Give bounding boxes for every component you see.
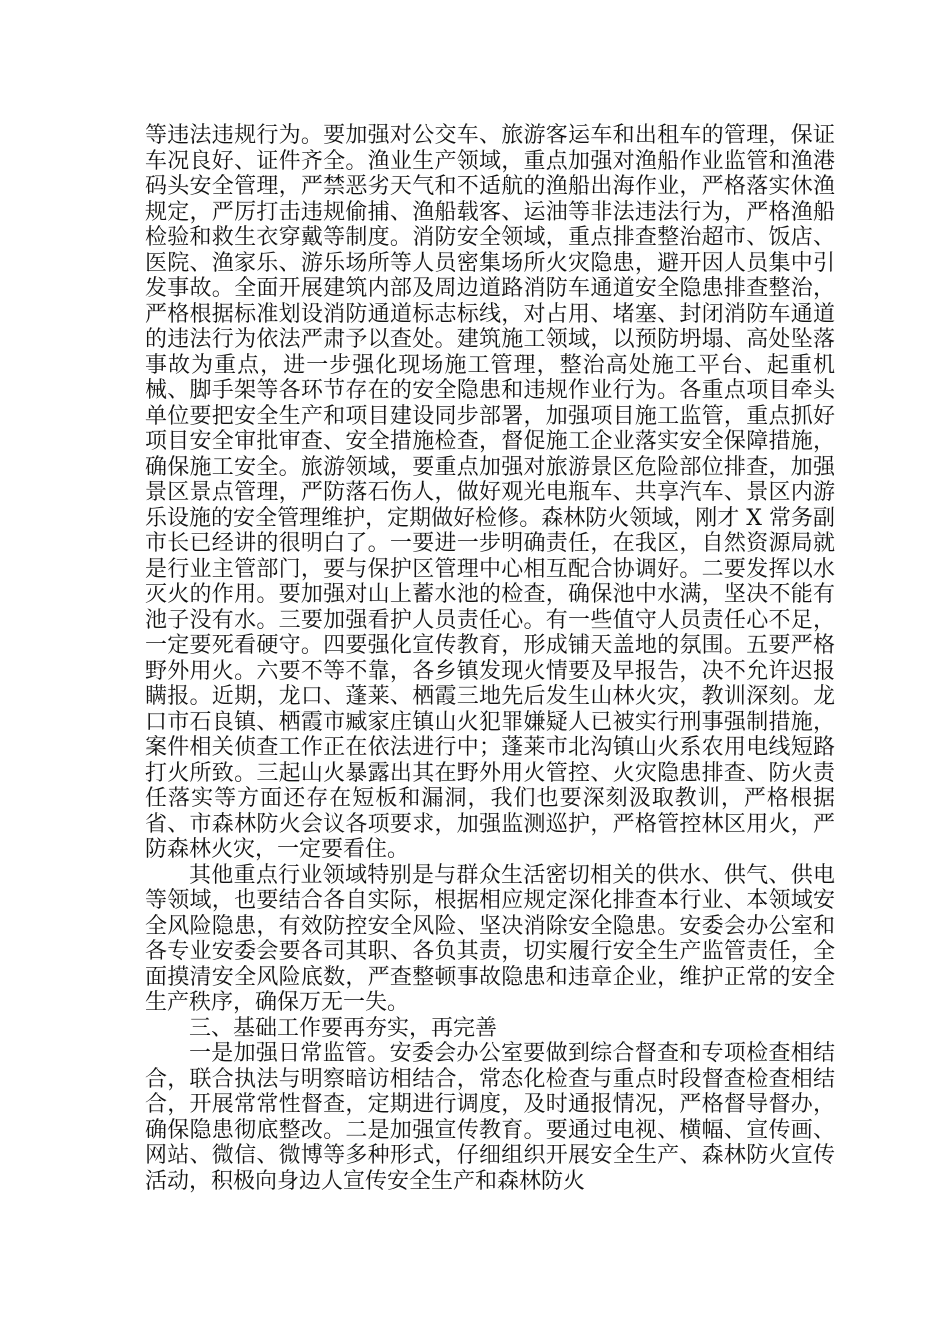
paragraph-continued-safety-sectors: 等违法违规行为。要加强对公交车、旅游客运车和出租车的管理，保证车况良好、证件齐全。渔业生产领域，重点加强对渔船作业监管和渔港码头安全管理，严禁恶劣天气和不适航的渔船出海作业，严格落实休渔规定，严厉打击违规偷捕、渔船载客、运油等非法违法行为，严格渔船检验和救生衣穿戴等制度。消防安全领域，重点排查整治超市、饭店、医院、渔家乐、游乐场所等人员密集场所火灾隐患，避开因人员集中引发事故。全面开展建筑内部及周边道路消防车通道安全隐患排查整治，严格根据标准划设消防通道标志标线，对占用、堵塞、封闭消防车通道的违法行为依法严肃予以查处。建筑施工领域，以预防坍塌、高处坠落事故为重点，进一步强化现场施工管理，整治高处施工平台、起重机械、脚手架等各环节存在的安全隐患和违规作业行为。各重点项目牵头单位要把安全生产和项目建设同步部署，加强项目施工监管，重点抓好项目安全审批审查、安全措施检查，督促施工企业落实安全保障措施，确保施工安全。旅游领域，要重点加强对旅游景区危险部位排查，加强景区景点管理，严防落石伤人，做好观光电瓶车、共享汽车、景区内游乐设施的安全管理维护，定期做好检修。森林防火领域，刚才 X 常务副市长已经讲的很明白了。一要进一步明确责任，在我区，自然资源局就是行业主管部门，要与保护区管理中心相互配合协调好。二要发挥以水灭火的作用。要加强对山上蓄水池的检查，确保池中水满，坚决不能有池子没有水。三要加强看护人员责任心。有一些值守人员责任心不足，一定要死看硬守。四要强化宣传教育，形成铺天盖地的氛围。五要严格野外用火。六要不等不靠，各乡镇发现火情要及早报告，决不允许迟报瞒报。近期，龙口、蓬莱、栖霞三地先后发生山林火灾，教训深刻。龙口市石良镇、栖霞市臧家庄镇山火犯罪嫌疑人已被实行刑事强制措施，案件相关侦查工作正在依法进行中；蓬莱市北沟镇山火系农用电线短路打火所致。三起山火暴露出其在野外用火管控、火灾隐患排查、防火责任落实等方面还存在短板和漏洞，我们也要深刻汲取教训，严格根据省、市森林防火会议各项要求，加强监测巡护，严格管控林区用火，严防森林火灾，一定要看住。 (145, 123, 835, 862)
document-page (145, 123, 835, 1194)
section-heading-basic-work: 三、基础工作要再夯实，再完善 (189, 1015, 498, 1041)
paragraph-other-key-industries: 其他重点行业领域特别是与群众生活密切相关的供水、供气、供电等领域，也要结合各自实际，根据相应规定深化排查本行业、本领域安全风险隐患，有效防控安全风险、坚决消除安全隐患。安委会办公室和各专业安委会要各司其职、各负其责，切实履行安全生产监管责任，全面摸清安全风险底数，严查整顿事故隐患和违章企业，维护正常的安全生产秩序，确保万无一失。 (145, 862, 835, 1015)
paragraph-daily-supervision: 一是加强日常监管。安委会办公室要做到综合督查和专项检查相结合，联合执法与明察暗访相结合，常态化检查与重点时段督查检查相结合，开展常常性督查，定期进行调度，及时通报情况，严格督导督办，确保隐患彻底整改。二是加强宣传教育。要通过电视、横幅、宣传画、网站、微信、微博等多种形式，仔细组织开展安全生产、森林防火宣传活动，积极向身边人宣传安全生产和森林防火 (145, 1041, 835, 1194)
